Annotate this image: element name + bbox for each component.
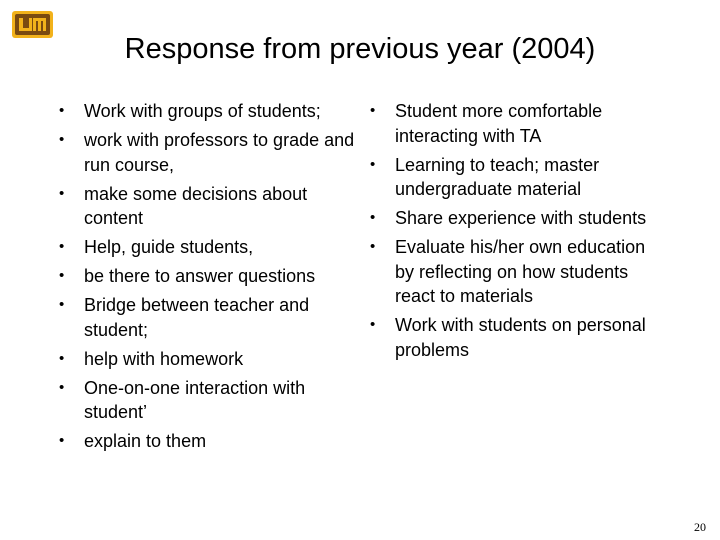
list-item [56,235,361,260]
list-item [56,347,361,372]
bullet-icon: • [370,209,376,226]
slide-title: Response from previous year (2004) [124,33,596,65]
list-item [367,313,667,362]
list-item-text: Student more comfortable interacting with TA [395,101,603,146]
bullet-icon: • [59,296,65,313]
bullet-icon: • [370,102,376,119]
bullet-icon: • [59,102,65,119]
list-item-text: Learning to teach; master undergraduate material [395,154,600,199]
list-item [367,235,667,309]
bullet-icon: • [370,238,376,255]
list-item-text: Work with groups of students; [84,101,321,121]
page-number: 20 [694,520,706,534]
list-item [56,182,361,231]
bullet-icon: • [370,155,376,173]
list-item-text: make some decisions about content [84,183,308,228]
left-bullet-list [56,99,361,454]
list-item-text: explain to them [84,431,207,451]
list-item [367,99,667,148]
list-item [56,293,361,342]
list-item-text: be there to answer questions [84,266,316,286]
list-item-text: work with professors to grade and run course, [84,130,355,175]
bullet-icon: • [59,349,65,367]
bullet-icon: • [59,238,65,255]
list-item-text: Share experience with students [395,208,647,228]
list-item [367,153,667,202]
bullet-icon: • [59,131,65,148]
bullet-icon: • [59,184,65,202]
list-item-text: One-on-one interaction with student’ [84,377,306,422]
list-item-text: Evaluate his/her own education by reflecting on how students react to materials [395,237,646,306]
list-item [56,99,361,124]
list-item-text: Bridge between teacher and student; [84,295,310,340]
list-item-text: Help, guide students, [84,237,254,257]
bullet-icon: • [59,378,65,396]
list-item [56,264,361,289]
list-item [367,206,667,231]
bullet-icon: • [59,267,65,284]
list-item-text: Work with students on personal problems [395,315,646,360]
bullet-icon: • [59,432,65,449]
list-item-text: help with homework [84,348,244,369]
list-item [56,128,361,177]
list-item [56,429,361,454]
bullet-icon: • [370,316,376,333]
list-item [56,376,361,425]
right-bullet-list [367,99,667,362]
